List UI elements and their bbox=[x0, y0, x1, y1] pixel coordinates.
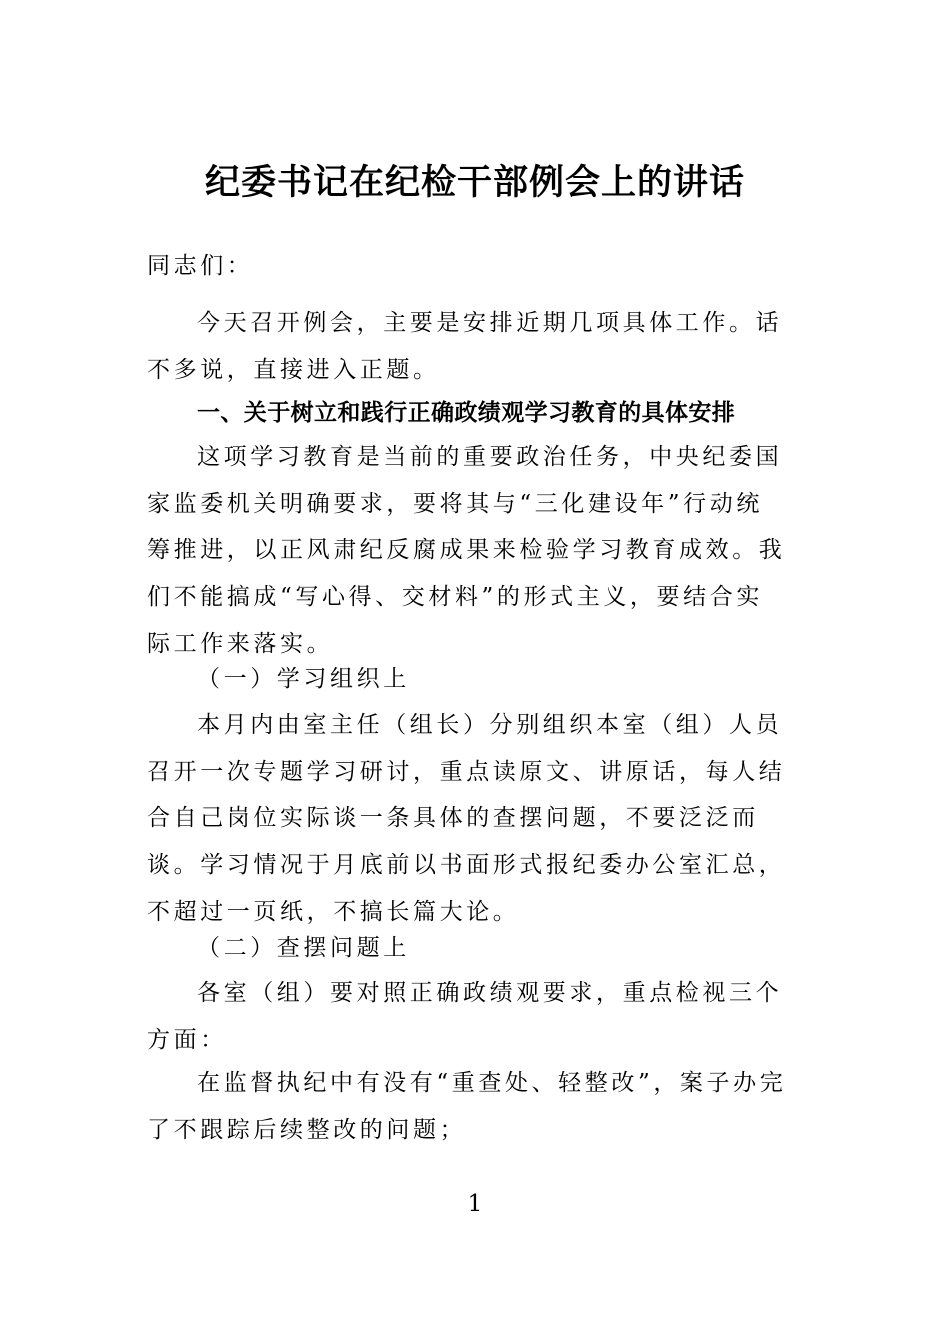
salutation: 同志们： bbox=[147, 253, 254, 279]
subsection-2-heading: （二）查摆问题上 bbox=[197, 935, 410, 961]
page-title: 纪委书记在纪检干部例会上的讲话 bbox=[204, 162, 745, 203]
page-number: 1 bbox=[467, 1191, 483, 1217]
subsection-1-heading: （一）学习组织上 bbox=[197, 666, 410, 692]
paragraph-subsection-1: 本月内由室主任（组长）分别组织本室（组）人员召开一次专题学习研讨，重点读原文、讲原话，每人结合自己岗位实际谈一条具体的查摆问题，不要泛泛而谈。学习情况于月底前以书面形式报纪委办公室汇总，不超过一页纸，不搞长篇大论。 bbox=[147, 712, 786, 925]
section-1-heading: 一、关于树立和践行正确政绩观学习教育的具体安排 bbox=[197, 400, 736, 426]
paragraph-intro: 今天召开例会，主要是安排近期几项具体工作。话不多说，直接进入正题。 bbox=[147, 310, 783, 383]
paragraph-item-1: 在监督执纪中有没有“重查处、轻整改”，案子办完了不跟踪后续整改的问题； bbox=[147, 1070, 787, 1143]
paragraph-subsection-2: 各室（组）要对照正确政绩观要求，重点检视三个方面： bbox=[147, 980, 783, 1053]
paragraph-section-1: 这项学习教育是当前的重要政治任务，中央纪委国家监委机关明确要求，要将其与“三化建设年”行动统筹推进，以正风肃纪反腐成果来检验学习教育成效。我们不能搞成“写心得、交材料”的形式主义，要结合实际工作来落实。 bbox=[147, 444, 786, 657]
